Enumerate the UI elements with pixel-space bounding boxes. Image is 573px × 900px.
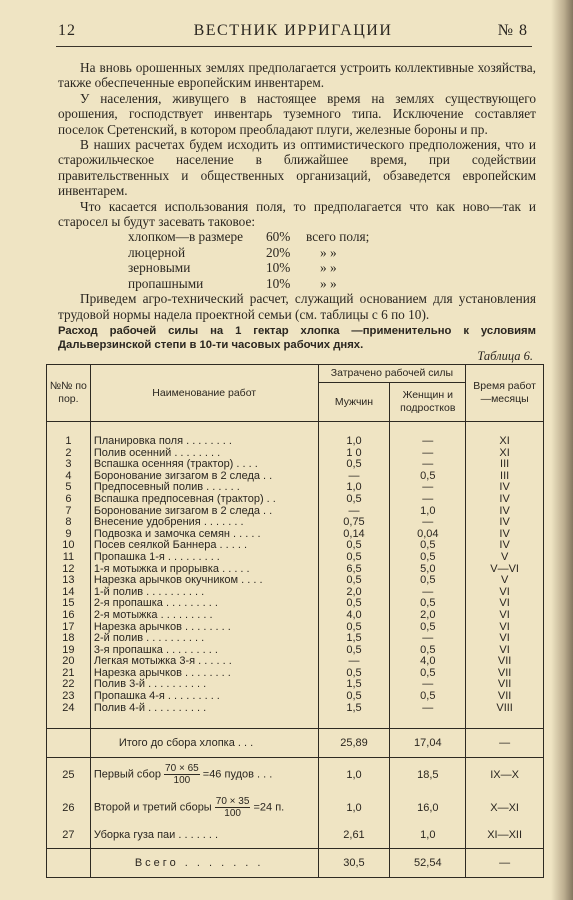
row-name-result: =24 п. xyxy=(253,801,285,814)
row-men: 4,0 xyxy=(318,610,390,622)
row-number: 6 xyxy=(47,494,91,506)
row-name: 2-я пропашка . . . . . . . . . xyxy=(90,598,318,610)
row-name: Планировка поля . . . . . . . . xyxy=(90,436,318,448)
row-month: IX—X xyxy=(466,758,544,792)
row-men: 0,14 xyxy=(318,529,390,541)
row-month: IV xyxy=(466,494,544,506)
row-number: 14 xyxy=(47,587,91,599)
row-name xyxy=(90,791,318,824)
paragraph: Что касается использования поля, то предполагается что как ново—так и старосел ы будут засевать таковое: xyxy=(58,198,536,230)
row-number: 13 xyxy=(47,575,91,587)
subtotal-month: — xyxy=(466,729,544,758)
row-name xyxy=(90,758,318,792)
col-header-name: Наименование работ xyxy=(90,365,318,422)
row-name: Вспашка предпосевная (трактор) . . xyxy=(90,494,318,506)
row-women: — xyxy=(390,633,466,645)
row-number: 20 xyxy=(47,656,91,668)
fraction xyxy=(164,763,200,786)
row-name: Пропашка 4-я . . . . . . . . . xyxy=(90,691,318,703)
row-name: Подвозка и замочка семян . . . . . xyxy=(90,529,318,541)
row-women: 16,0 xyxy=(390,791,466,824)
row-number: 7 xyxy=(47,506,91,518)
row-number: 17 xyxy=(47,622,91,634)
row-month: XI xyxy=(466,448,544,460)
row-men: — xyxy=(318,656,390,668)
row-women: 1,0 xyxy=(390,506,466,518)
row-number: 15 xyxy=(47,598,91,610)
row-number: 25 xyxy=(47,758,91,792)
paragraph: Приведем агро-технический расчет, служащий основанием для установления трудовой нормы надела проектной семьи (см. таблицы с 6 по 10). xyxy=(58,291,536,322)
paragraph: В наших расчетах будем исходить из оптимистического предположения, что и старожильческое население в ближайшее время, при содействии правительственных и общественных организаций, обзаведется европейским инвентарем. xyxy=(58,137,536,199)
table-row xyxy=(47,633,544,645)
row-men: 0,75 xyxy=(318,517,390,529)
row-month: VI xyxy=(466,645,544,657)
col-header-time: Время работ—месяцы xyxy=(466,365,544,422)
row-month: V—VI xyxy=(466,564,544,576)
page-number: 12 xyxy=(58,22,76,39)
labor-table xyxy=(46,364,544,878)
row-name: Боронование зигзагом в 2 следа . . xyxy=(90,506,318,518)
row-number: 3 xyxy=(47,459,91,471)
row-name-text: Первый сбор xyxy=(93,768,161,781)
row-number: 22 xyxy=(47,679,91,691)
row-month: IV xyxy=(466,529,544,541)
fraction-numerator: 70 × 35 xyxy=(215,796,250,808)
row-name: Полив 4-й . . . . . . . . . . xyxy=(90,703,318,715)
row-women: — xyxy=(390,482,466,494)
total-label: Всего . . . . . . . xyxy=(90,849,318,878)
row-men: 1 0 xyxy=(318,448,390,460)
table-row xyxy=(47,436,544,448)
crop-tail: » » xyxy=(320,275,337,291)
table-label: Таблица 6. xyxy=(477,349,533,363)
table-header-row xyxy=(47,365,544,383)
row-name: 1-й полив . . . . . . . . . . xyxy=(90,587,318,599)
table-row xyxy=(47,691,544,703)
total-women: 52,54 xyxy=(390,849,466,878)
crop-tail: » » xyxy=(320,260,337,276)
row-number: 10 xyxy=(47,540,91,552)
row-month: V xyxy=(466,552,544,564)
row-number: 16 xyxy=(47,610,91,622)
row-name: 3-я пропашка . . . . . . . . . xyxy=(90,645,318,657)
row-month: VII xyxy=(466,679,544,691)
row-month: VII xyxy=(466,656,544,668)
row-name: 2-й полив . . . . . . . . . . xyxy=(90,633,318,645)
row-women: 0,04 xyxy=(390,529,466,541)
row-month: VI xyxy=(466,622,544,634)
crop-list xyxy=(58,229,536,291)
row-name: Полив 3-й . . . . . . . . . . xyxy=(90,679,318,691)
subtotal-label: Итого до сбора хлопка . . . xyxy=(90,729,318,758)
table-row xyxy=(47,552,544,564)
row-month: VIII xyxy=(466,703,544,715)
row-month: VI xyxy=(466,587,544,599)
row-number: 9 xyxy=(47,529,91,541)
row-women: 0,5 xyxy=(390,645,466,657)
total-men: 30,5 xyxy=(318,849,390,878)
row-women: — xyxy=(390,703,466,715)
row-men: 0,5 xyxy=(318,598,390,610)
row-month: VII xyxy=(466,691,544,703)
row-month: IV xyxy=(466,517,544,529)
table-row xyxy=(47,610,544,622)
row-name: Внесение удобрения . . . . . . . xyxy=(90,517,318,529)
total-month: — xyxy=(466,849,544,878)
fraction xyxy=(215,796,251,819)
row-name-result: =46 пудов . . . xyxy=(202,768,273,781)
row-men: 0,5 xyxy=(318,668,390,680)
row-men: — xyxy=(318,506,390,518)
row-number: 21 xyxy=(47,668,91,680)
row-number: 12 xyxy=(47,564,91,576)
crop-label: зерновыми xyxy=(128,260,191,276)
table-row xyxy=(47,824,544,849)
row-men: 2,61 xyxy=(318,824,390,849)
row-month: IV xyxy=(466,540,544,552)
row-number: 18 xyxy=(47,633,91,645)
fraction-numerator: 70 × 65 xyxy=(165,763,199,775)
row-men: — xyxy=(318,471,390,483)
row-name: Нарезка арычков . . . . . . . . xyxy=(90,622,318,634)
row-number: 4 xyxy=(47,471,91,483)
row-men: 0,5 xyxy=(318,494,390,506)
row-women: 4,0 xyxy=(390,656,466,668)
table-row xyxy=(47,791,544,824)
fraction-denominator: 100 xyxy=(224,808,241,820)
paragraph: У населения, живущего в настоящее время на землях существующего орошения, господствует инвентарь туземного типа. Исключение составляет поселок Сретенский, в котором преобладают плуги, железные бороны и пр. xyxy=(58,90,536,137)
row-women: — xyxy=(390,494,466,506)
col-header-labor: Затрачено рабочей силы xyxy=(318,365,466,383)
row-month: VI xyxy=(466,598,544,610)
row-name: Нарезка арычков . . . . . . . . xyxy=(90,668,318,680)
row-number: 2 xyxy=(47,448,91,460)
row-number: 24 xyxy=(47,703,91,715)
subtotal-row xyxy=(47,729,544,758)
subtotal-men: 25,89 xyxy=(318,729,390,758)
row-name: Посев сеялкой Баннера . . . . . xyxy=(90,540,318,552)
total-row xyxy=(47,849,544,878)
row-women: 0,5 xyxy=(390,552,466,564)
row-number: 26 xyxy=(47,791,91,824)
row-men: 0,5 xyxy=(318,540,390,552)
crop-pct: 20% xyxy=(266,244,291,260)
header-rule xyxy=(56,46,532,47)
row-women: — xyxy=(390,448,466,460)
row-men: 0,5 xyxy=(318,459,390,471)
row-men: 0,5 xyxy=(318,691,390,703)
table-row xyxy=(47,575,544,587)
row-name: 2-я мотыжка . . . . . . . . . xyxy=(90,610,318,622)
row-name-text: Второй и третий сборы xyxy=(93,801,212,814)
crop-tail: » » xyxy=(320,244,337,260)
row-men: 0,5 xyxy=(318,645,390,657)
row-month: VI xyxy=(466,633,544,645)
row-women: — xyxy=(390,517,466,529)
row-name: 1-я мотыжка и прорывка . . . . . xyxy=(90,564,318,576)
subtotal-women: 17,04 xyxy=(390,729,466,758)
journal-title: ВЕСТНИК ИРРИГАЦИИ xyxy=(193,22,393,39)
fraction-denominator: 100 xyxy=(173,775,191,787)
row-women: — xyxy=(390,436,466,448)
table-row xyxy=(47,494,544,506)
row-name: Полив осенний . . . . . . . . xyxy=(90,448,318,460)
row-men: 0,5 xyxy=(318,622,390,634)
article-body xyxy=(58,60,536,322)
crop-label: хлопком—в размере xyxy=(128,229,244,245)
row-month: X—XI xyxy=(466,791,544,824)
row-men: 1,5 xyxy=(318,633,390,645)
row-number: 27 xyxy=(47,824,91,849)
issue-number: № 8 xyxy=(497,22,528,39)
row-men: 1,0 xyxy=(318,436,390,448)
row-men: 2,0 xyxy=(318,587,390,599)
row-name: Нарезка арычков окучником . . . . xyxy=(90,575,318,587)
row-women: 0,5 xyxy=(390,668,466,680)
row-women: 0,5 xyxy=(390,575,466,587)
spacer-row xyxy=(47,714,544,729)
row-women: 0,5 xyxy=(390,598,466,610)
row-women: 18,5 xyxy=(390,758,466,792)
spacer-row xyxy=(47,422,544,437)
row-women: 5,0 xyxy=(390,564,466,576)
row-month: III xyxy=(466,459,544,471)
row-name: Легкая мотыжка 3-я . . . . . . xyxy=(90,656,318,668)
row-month: XI xyxy=(466,436,544,448)
col-header-number: №№ по пор. xyxy=(47,365,91,422)
row-month: V xyxy=(466,575,544,587)
row-women: 0,5 xyxy=(390,691,466,703)
row-women: 0,5 xyxy=(390,471,466,483)
page-spine-shadow xyxy=(551,0,573,900)
row-women: — xyxy=(390,679,466,691)
crop-label: люцерной xyxy=(128,244,186,260)
row-men: 1,0 xyxy=(318,791,390,824)
row-name: Боронование зигзагом в 2 следа . . xyxy=(90,471,318,483)
row-men: 0,5 xyxy=(318,575,390,587)
row-name: Уборка гуза паи . . . . . . . xyxy=(90,824,318,849)
page-header xyxy=(58,22,528,44)
row-men: 6,5 xyxy=(318,564,390,576)
table-caption: Расход рабочей силы на 1 гектар хлопка —применительно к условиям Дальверзинской степи в 10-ти часовых рабочих днях. xyxy=(58,325,536,351)
table-body xyxy=(47,422,544,729)
paragraph: На вновь орошенных землях предполагается устроить коллективные хозяйства, также обеспеченные европейским инвентарем. xyxy=(58,60,536,91)
row-name: Пропашка 1-я . . . . . . . . . xyxy=(90,552,318,564)
col-header-men: Мужчин xyxy=(318,383,390,422)
table-row xyxy=(47,517,544,529)
col-header-women: Женщин и подростков xyxy=(390,383,466,422)
row-month: IV xyxy=(466,506,544,518)
table-row xyxy=(47,703,544,715)
table-row xyxy=(47,758,544,792)
table-footer-body xyxy=(47,729,544,878)
row-month: VI xyxy=(466,610,544,622)
row-number: 8 xyxy=(47,517,91,529)
row-women: 2,0 xyxy=(390,610,466,622)
row-name: Вспашка осенняя (трактор) . . . . xyxy=(90,459,318,471)
crop-tail: всего поля; xyxy=(306,229,370,245)
row-number: 11 xyxy=(47,552,91,564)
row-women: — xyxy=(390,587,466,599)
crop-label: пропашными xyxy=(128,275,204,291)
crop-pct: 10% xyxy=(266,275,291,291)
row-name: Предпосевный полив . . . . . . xyxy=(90,482,318,494)
row-women: — xyxy=(390,459,466,471)
row-month: XI—XII xyxy=(466,824,544,849)
row-women: 0,5 xyxy=(390,540,466,552)
row-month: VII xyxy=(466,668,544,680)
row-month: III xyxy=(466,471,544,483)
row-men: 0,5 xyxy=(318,552,390,564)
row-number: 19 xyxy=(47,645,91,657)
row-men: 1,5 xyxy=(318,703,390,715)
row-men: 1,0 xyxy=(318,482,390,494)
row-men: 1,5 xyxy=(318,679,390,691)
row-women: 0,5 xyxy=(390,622,466,634)
row-number: 1 xyxy=(47,436,91,448)
row-women: 1,0 xyxy=(390,824,466,849)
crop-pct: 60% xyxy=(266,229,291,245)
row-men: 1,0 xyxy=(318,758,390,792)
row-number: 23 xyxy=(47,691,91,703)
row-month: IV xyxy=(466,482,544,494)
crop-pct: 10% xyxy=(266,260,291,276)
row-number: 5 xyxy=(47,482,91,494)
